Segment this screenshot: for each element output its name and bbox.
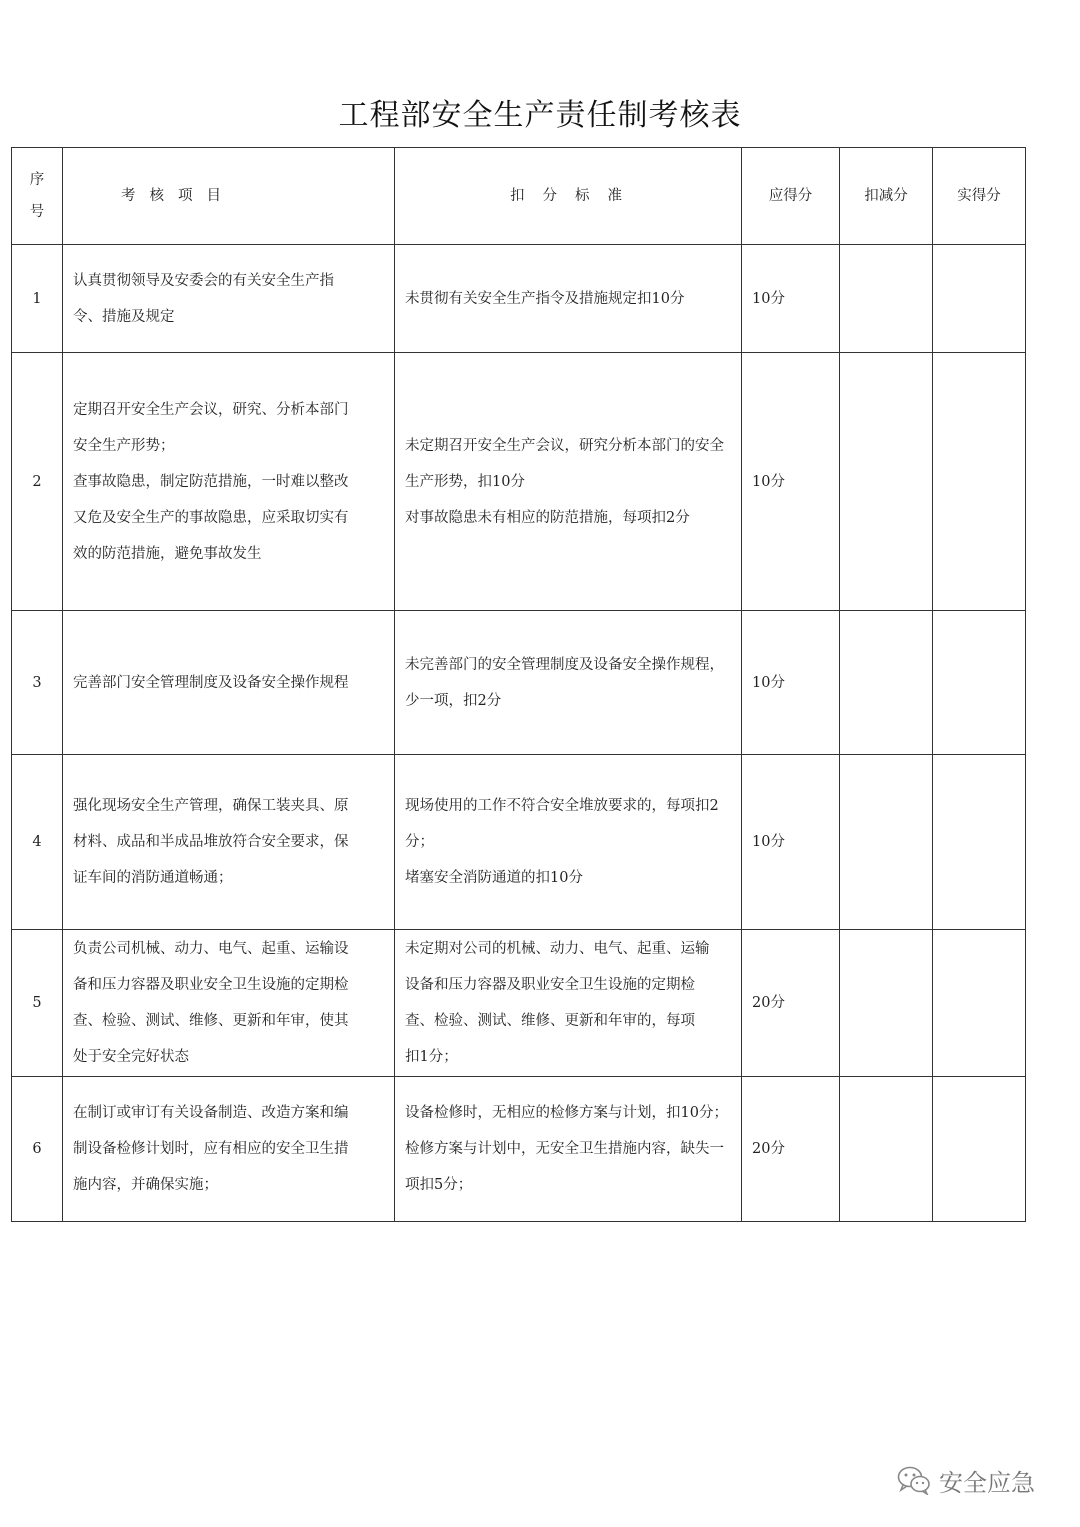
table-row (12, 611, 1026, 755)
standard-line: 扣1分； (405, 1049, 458, 1065)
table-row (12, 755, 1026, 930)
table-row (12, 245, 1026, 353)
header-item: 考核项目 (63, 148, 395, 245)
header-actual: 实得分 (933, 148, 1026, 245)
row-due-score: 10分 (742, 755, 840, 930)
header-seq-top: 序 (29, 172, 45, 188)
item-line: 安全生产形势； (73, 437, 175, 454)
table-row (12, 930, 1026, 1077)
item-line: 处于安全完好状态 (73, 1049, 189, 1065)
row-standard (395, 245, 742, 353)
row-actual[interactable] (933, 1077, 1026, 1222)
header-seq (12, 148, 63, 245)
standard-line: 未贯彻有关安全生产指令及措施规定扣10分 (405, 290, 685, 307)
item-line: 负责公司机械、动力、电气、起重、运输设 (73, 941, 349, 957)
row-item (63, 755, 395, 930)
row-deduct[interactable] (840, 353, 933, 611)
standard-line: 设备检修时，无相应的检修方案与计划，扣10分； (405, 1105, 728, 1121)
item-line: 认真贯彻领导及安委会的有关安全生产指 (73, 272, 334, 289)
standard-line: 未完善部门的安全管理制度及设备安全操作规程， (405, 656, 724, 673)
row-item (63, 353, 395, 611)
row-due-score: 10分 (742, 611, 840, 755)
row-due-score: 10分 (742, 245, 840, 353)
standard-line: 生产形势，扣10分 (405, 473, 525, 490)
row-standard (395, 353, 742, 611)
row-deduct[interactable] (840, 930, 933, 1077)
item-line: 材料、成品和半成品堆放符合安全要求，保 (73, 834, 349, 850)
item-line: 定期召开安全生产会议，研究、分析本部门 (73, 401, 349, 418)
row-item (63, 930, 395, 1077)
item-line: 效的防范措施，避免事故发生 (73, 545, 262, 562)
header-deduct: 扣减分 (840, 148, 933, 245)
item-line: 证车间的消防通道畅通； (73, 870, 233, 886)
item-line: 施内容，并确保实施； (73, 1177, 218, 1193)
item-line: 制设备检修计划时，应有相应的安全卫生措 (73, 1141, 349, 1157)
header-due-score: 应得分 (742, 148, 840, 245)
item-line: 备和压力容器及职业安全卫生设施的定期检 (73, 977, 349, 993)
row-standard (395, 611, 742, 755)
row-seq: 2 (12, 353, 63, 611)
item-line: 完善部门安全管理制度及设备安全操作规程 (73, 674, 349, 691)
assessment-table (11, 147, 1026, 1222)
row-standard (395, 755, 742, 930)
item-line: 强化现场安全生产管理，确保工装夹具、原 (73, 798, 349, 814)
standard-line: 堵塞安全消防通道的扣10分 (405, 870, 583, 886)
standard-line: 项扣5分； (405, 1177, 473, 1193)
watermark-text: 安全应急 (939, 1468, 1035, 1497)
row-due-score: 10分 (742, 353, 840, 611)
row-seq: 4 (12, 755, 63, 930)
header-standard: 扣分标准 (395, 148, 742, 245)
row-standard (395, 930, 742, 1077)
row-seq: 6 (12, 1077, 63, 1222)
standard-line: 未定期对公司的机械、动力、电气、起重、运输 (405, 941, 710, 957)
standard-line: 查、检验、测试、维修、更新和年审的，每项 (405, 1013, 695, 1029)
standard-line: 设备和压力容器及职业安全卫生设施的定期检 (405, 977, 695, 993)
header-seq-bottom: 号 (29, 204, 45, 220)
row-actual[interactable] (933, 755, 1026, 930)
item-line: 查、检验、测试、维修、更新和年审，使其 (73, 1013, 349, 1029)
page-title: 工程部安全生产责任制考核表 (338, 98, 742, 133)
table-row (12, 1077, 1026, 1222)
row-item (63, 611, 395, 755)
row-seq: 5 (12, 930, 63, 1077)
standard-line: 现场使用的工作不符合安全堆放要求的，每项扣2 (405, 798, 719, 814)
watermark (897, 1460, 1035, 1500)
item-line: 又危及安全生产的事故隐患，应采取切实有 (73, 509, 349, 526)
row-actual[interactable] (933, 353, 1026, 611)
standard-line: 未定期召开安全生产会议，研究分析本部门的安全 (405, 437, 724, 454)
row-due-score: 20分 (742, 1077, 840, 1222)
item-line: 令、措施及规定 (73, 308, 175, 325)
table-row (12, 353, 1026, 611)
item-line: 在制订或审订有关设备制造、改造方案和编 (73, 1105, 349, 1121)
standard-line: 检修方案与计划中，无安全卫生措施内容，缺失一 (405, 1141, 724, 1157)
row-due-score: 20分 (742, 930, 840, 1077)
row-standard (395, 1077, 742, 1222)
row-deduct[interactable] (840, 245, 933, 353)
row-item (63, 245, 395, 353)
header-row (12, 148, 1026, 245)
row-item (63, 1077, 395, 1222)
row-actual[interactable] (933, 245, 1026, 353)
row-deduct[interactable] (840, 755, 933, 930)
wechat-icon (897, 1465, 931, 1495)
standard-line: 少一项，扣2分 (405, 692, 502, 709)
row-actual[interactable] (933, 930, 1026, 1077)
row-deduct[interactable] (840, 611, 933, 755)
item-line: 查事故隐患，制定防范措施，一时难以整改 (73, 473, 349, 490)
standard-line: 分； (405, 834, 434, 850)
row-deduct[interactable] (840, 1077, 933, 1222)
row-actual[interactable] (933, 611, 1026, 755)
row-seq: 1 (12, 245, 63, 353)
standard-line: 对事故隐患未有相应的防范措施，每项扣2分 (405, 509, 690, 526)
row-seq: 3 (12, 611, 63, 755)
